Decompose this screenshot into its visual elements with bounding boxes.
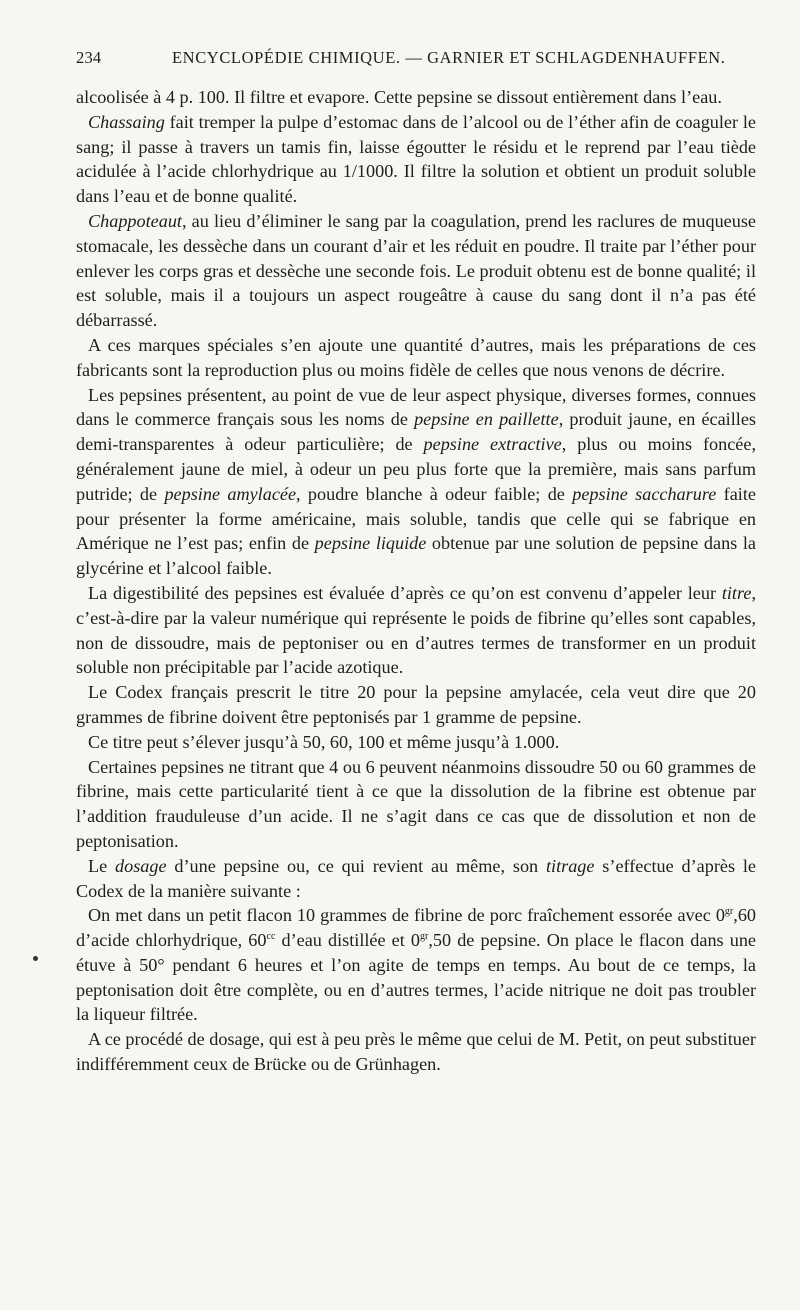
paragraph — [76, 903, 756, 1027]
text-run: Certaines pepsines ne titrant que 4 ou 6 peuvent néanmoins dissoudre 50 ou 60 grammes de fibrine, mais cette particularité tient à ce que la dissolution de la fibrine est obtenue par l’addition frauduleuse d’un acide. Il ne s’agit dans ce cas que de dissolution et non de peptonisation. — [76, 756, 756, 851]
paragraph — [76, 680, 756, 730]
text-run: obtenue par une solution de pepsine dans la glycérine et l’alcool faible. — [76, 533, 756, 579]
text-run: A ce procédé de dosage, qui est à peu près le même que celui de M. Petit, on peut substituer indifféremment ceux de Brücke ou de Grünhagen. — [76, 1029, 756, 1075]
italic-term: pepsine en paillette — [414, 409, 559, 430]
paragraph — [76, 110, 756, 209]
text-run: alcoolisée à 4 p. 100. Il filtre et evapore. Cette pepsine se dissout entièrement dans l’eau. — [76, 87, 722, 107]
text-run: , c’est-à-dire par la valeur numérique qui représente le poids de fibrine qu’elles sont capables, non de dissoudre, mais de peptoniser ou en d’autres termes de transformer en un produit soluble non précipitable par l’acide azotique. — [76, 582, 756, 678]
italic-term: dosage — [115, 855, 167, 876]
text-run: , poudre blanche à odeur faible; de — [296, 483, 573, 504]
text-run: A ces marques spéciales s’en ajoute une quantité d’autres, mais les préparations de ces fabricants sont la reproduction plus ou moins fidèle de celles que nous venons de décrire. — [76, 334, 756, 380]
body-text — [76, 85, 756, 1077]
paragraph — [76, 383, 756, 581]
italic-term: pepsine amylacée — [164, 483, 297, 504]
text-run: fait tremper la pulpe d’estomac dans de l’alcool ou de l’éther afin de coaguler le sang; il passe à travers un tamis fin, laisse égoutter le résidu et le reprend par l’eau tiède acidulée à l’acide chlorhydrique au 1/1000. Il filtre la solution et obtient un produit soluble dans l’eau et de bonne qualité. — [76, 111, 756, 207]
italic-term: titre — [721, 582, 752, 603]
text-run: ,60 d’acide chlorhydrique, 60 — [76, 905, 756, 951]
text-run: On met dans un petit flacon 10 grammes de fibrine de porc fraîchement essorée avec 0 — [88, 905, 725, 926]
paragraph — [76, 85, 756, 110]
text-run: faite pour présenter la forme américaine, mais soluble, tandis que celle qui se fabrique en Amérique ne l’est pas; enfin de — [76, 483, 756, 554]
paragraph — [76, 333, 756, 383]
text-run: s’effectue d’après le Codex de la manière suivante : — [76, 855, 756, 901]
text-run: Les pepsines présentent, au point de vue de leur aspect physique, diverses formes, connues dans le commerce français sous les noms de — [76, 384, 756, 430]
page-number: 234 — [76, 48, 102, 67]
superscript-unit: cc — [266, 931, 276, 943]
text-run: , produit jaune, en écailles demi-transparentes à odeur particulière; de — [76, 409, 756, 455]
paragraph — [76, 730, 756, 755]
paragraph — [76, 209, 756, 333]
superscript-unit: gr — [724, 906, 734, 918]
text-run: , au lieu d’éliminer le sang par la coagulation, prend les raclures de muqueuse stomacale, les dessèche dans un courant d’air et les réduit en poudre. Il traite par l’éther pour enlever les corps gras et dessèche une seconde fois. Le produit obtenu est de bonne qualité; il est soluble, mais il a toujours un aspect rougeâtre à cause du sang dont il n’a pas été débarrassé. — [76, 210, 756, 331]
text-run: Le Codex français prescrit le titre 20 pour la pepsine amylacée, cela veut dire que 20 grammes de fibrine doivent être peptonisés par 1 gramme de pepsine. — [76, 682, 756, 727]
paragraph — [76, 581, 756, 680]
text-run: , plus ou moins foncée, généralement jaune de miel, à odeur un peu plus forte que la première, mais sans parfum putride; de — [76, 434, 756, 504]
italic-term: Chappoteaut — [88, 210, 182, 231]
page-header — [76, 48, 753, 74]
paragraph — [76, 1027, 756, 1077]
text-run: La digestibilité des pepsines est évaluée d’après ce qu’on est convenu d’appeler leur — [88, 582, 722, 603]
italic-term: pepsine saccharure — [572, 483, 717, 504]
italic-term: pepsine liquide — [314, 533, 427, 554]
italic-term: Chassaing — [88, 111, 165, 132]
paragraph — [76, 854, 756, 904]
running-title: ENCYCLOPÉDIE CHIMIQUE. — GARNIER ET SCHLAGDENHAUFFEN. — [172, 48, 726, 67]
margin-mark — [33, 956, 38, 961]
text-run: Le — [88, 855, 116, 876]
superscript-unit: gr — [420, 931, 429, 943]
text-run: ,50 de pepsine. On place le flacon dans une étuve à 50° pendant 6 heures et l’on agite de temps en temps. Au bout de ce temps, la peptonisation doit être complète, ou en d’autres termes, l’acide nitrique ne doit pas troubler la liqueur filtrée. — [76, 930, 756, 1025]
text-run: d’une pepsine ou, ce qui revient au même, son — [166, 855, 546, 876]
italic-term: pepsine extractive — [423, 434, 562, 455]
italic-term: titrage — [545, 855, 595, 876]
paragraph — [76, 755, 756, 854]
text-run: d’eau distillée et 0 — [275, 930, 421, 951]
text-run: Ce titre peut s’élever jusqu’à 50, 60, 100 et même jusqu’à 1.000. — [88, 731, 560, 752]
